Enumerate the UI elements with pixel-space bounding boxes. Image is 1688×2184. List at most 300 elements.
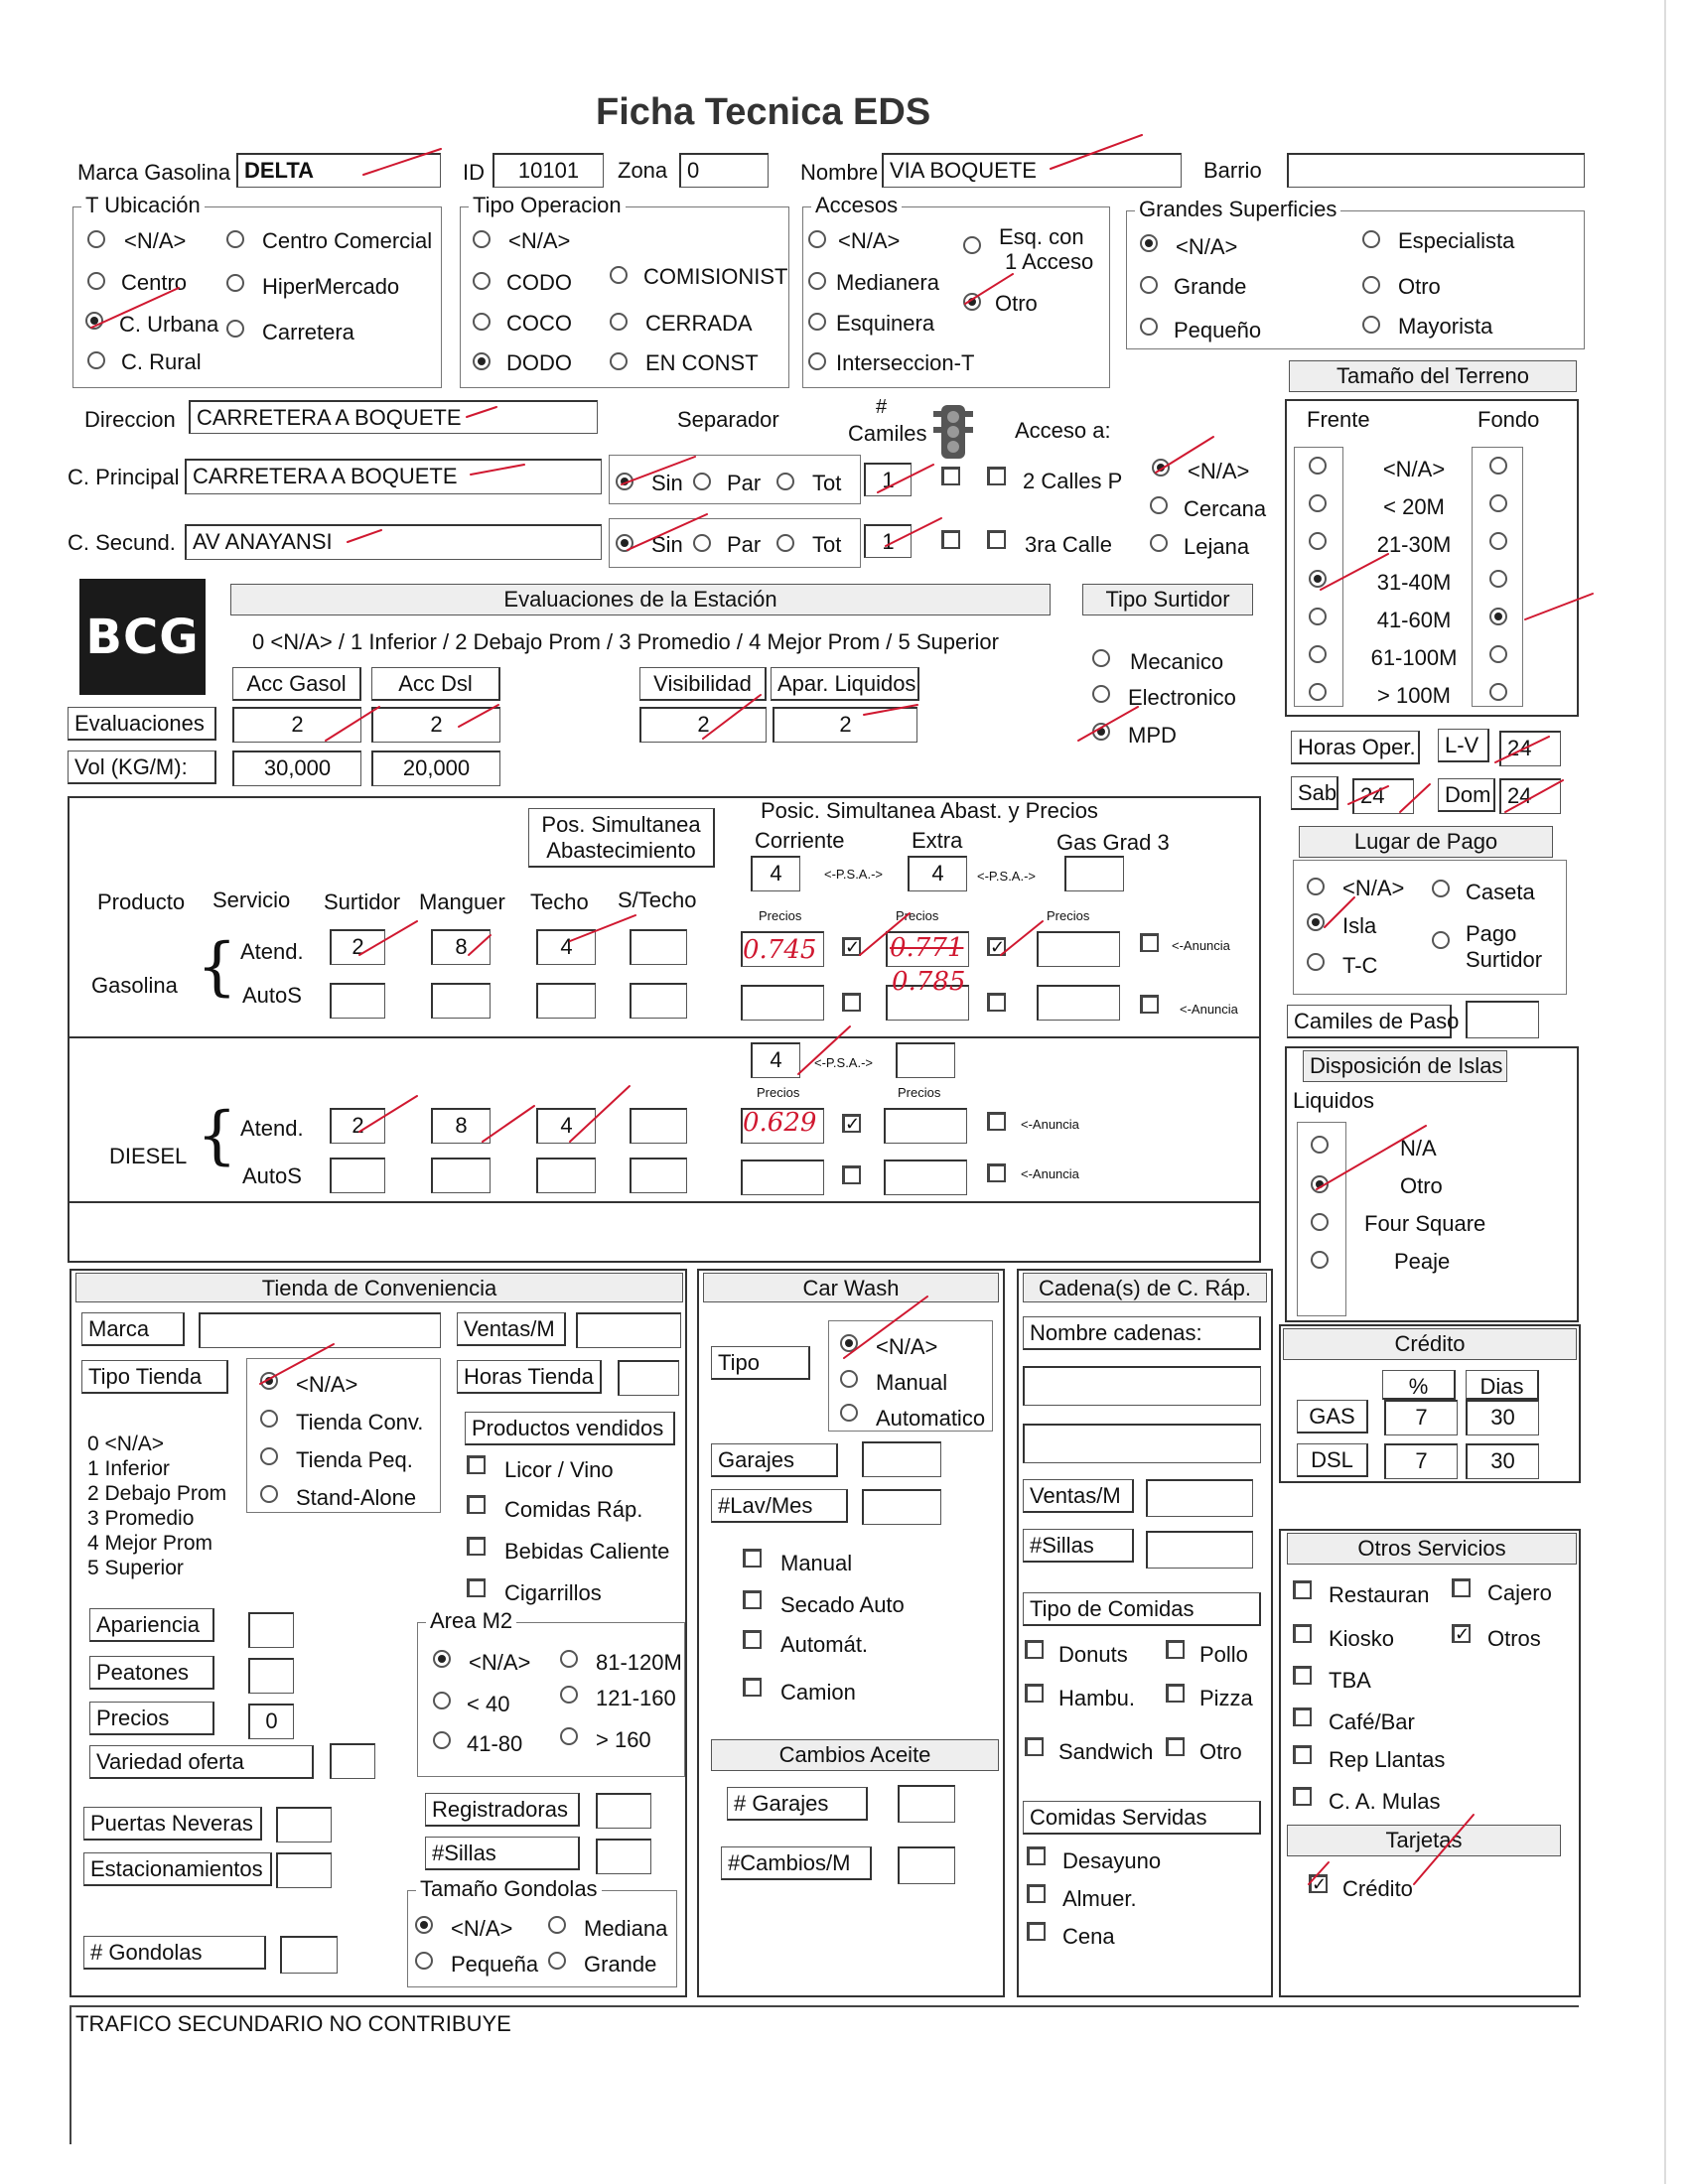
ubic-rural-label: C. Rural: [121, 349, 202, 374]
acc-esquinera-label: Esquinera: [836, 311, 935, 336]
direccion-field[interactable]: CARRETERA A BOQUETE: [189, 400, 598, 434]
radio-secund-par[interactable]: [693, 534, 711, 552]
producto-check-1[interactable]: [467, 1495, 486, 1514]
carwash-check-2[interactable]: [743, 1630, 762, 1649]
radio-sup-especialista[interactable]: [1362, 230, 1380, 248]
radio-gond-pequena[interactable]: [415, 1952, 433, 1970]
comida-check-0[interactable]: [1025, 1640, 1044, 1659]
techo-header: Techo: [530, 889, 589, 914]
radio-fondo-6[interactable]: [1489, 683, 1507, 701]
page-title: Ficha Tecnica EDS: [596, 91, 931, 133]
psa-diesel-field[interactable]: 4: [751, 1042, 800, 1078]
op-comisionist-label: COMISIONIST: [643, 264, 788, 289]
radio-frente-6[interactable]: [1309, 683, 1327, 701]
radio-acc-esq[interactable]: [963, 236, 981, 254]
radio-area-41[interactable]: [433, 1731, 451, 1749]
dsl-atend-stecho[interactable]: [630, 1108, 687, 1144]
pago-title: Lugar de Pago: [1299, 826, 1553, 858]
superficies-title: Grandes Superficies: [1135, 199, 1340, 220]
tienda-ventas-label: Ventas/M: [457, 1312, 566, 1346]
radio-area-81[interactable]: [560, 1650, 578, 1668]
radio-ubic-hiper[interactable]: [226, 274, 244, 292]
radio-pago-surtidor[interactable]: [1432, 931, 1450, 949]
peatones-label: Peatones: [89, 1656, 214, 1690]
comida-check-5[interactable]: [1166, 1737, 1185, 1756]
radio-area-121[interactable]: [560, 1686, 578, 1704]
comida-check-2[interactable]: [1025, 1684, 1044, 1703]
surtidor-header: Surtidor: [324, 889, 401, 914]
gas-autos-anuncia-2[interactable]: [987, 993, 1006, 1012]
cadena-ventas-field[interactable]: [1146, 1479, 1253, 1517]
dsl-autos-anuncia-label: <-Anuncia: [1021, 1166, 1079, 1181]
precios-label-1: Precios: [759, 908, 802, 923]
vol-dsl-field[interactable]: 20,000: [371, 751, 500, 786]
eval-acc-dsl-field[interactable]: 2: [371, 707, 500, 743]
area-title: Area M2: [426, 1610, 516, 1632]
tienda-scale-2: 2 Debajo Prom: [87, 1482, 227, 1505]
eval-visibilidad-field[interactable]: 2: [639, 707, 767, 743]
vol-gasol-field[interactable]: 30,000: [232, 751, 361, 786]
grid-divider-top: [68, 1036, 1261, 1038]
tienda-marca-label: Marca: [81, 1312, 185, 1346]
producto-label-3: Cigarrillos: [504, 1580, 602, 1605]
gas-atend-anuncia-1[interactable]: ✓: [842, 937, 861, 956]
gas-atend-anuncia-3[interactable]: [1140, 933, 1159, 952]
radio-frente-4[interactable]: [1309, 608, 1327, 625]
operacion-title: Tipo Operacion: [469, 195, 626, 216]
principal-par-label: Par: [727, 471, 762, 495]
otros-check-4[interactable]: [1293, 1666, 1312, 1685]
horas-dom-field[interactable]: 24: [1499, 778, 1561, 814]
radio-islas-na[interactable]: [1311, 1136, 1329, 1154]
op-coco-label: COCO: [506, 311, 572, 336]
secund-camiles-check[interactable]: [941, 530, 960, 549]
otros-check-5[interactable]: [1293, 1707, 1312, 1726]
credito-dias-label: Dias: [1466, 1370, 1539, 1400]
radio-principal-tot[interactable]: [776, 473, 794, 490]
radio-ubic-na[interactable]: [87, 230, 105, 248]
dsl-autos-precio[interactable]: [741, 1160, 824, 1195]
registradoras-label: Registradoras: [425, 1793, 580, 1827]
apar-liquidos-label: Apar. Liquidos: [771, 667, 919, 701]
vol-label: Vol (KG/M):: [68, 751, 216, 784]
aceite-garajes-field[interactable]: [898, 1785, 955, 1823]
evaluaciones-title: Evaluaciones de la Estación: [230, 584, 1051, 615]
dsl-autos-precio-2[interactable]: [884, 1160, 967, 1195]
sup-especialista-label: Especialista: [1398, 228, 1515, 253]
gond-grande-label: Grande: [584, 1952, 657, 1977]
cadena-nombre-label: Nombre cadenas:: [1023, 1316, 1261, 1350]
radio-acceso-na[interactable]: [1152, 459, 1170, 477]
ubicacion-title: T Ubicación: [81, 195, 205, 216]
carwash-lavmes-field[interactable]: [862, 1489, 941, 1525]
radio-acc-esquinera[interactable]: [808, 313, 826, 331]
dsl-autos-techo[interactable]: [536, 1158, 596, 1193]
horas-dom-label: Dom: [1438, 778, 1495, 812]
principal-field[interactable]: CARRETERA A BOQUETE: [185, 459, 602, 494]
credito-dsl-label: DSL: [1297, 1443, 1368, 1477]
productos-vendidos-label: Productos vendidos: [465, 1412, 675, 1445]
psa-diesel-2-field[interactable]: [896, 1042, 955, 1078]
radio-gond-grande[interactable]: [548, 1952, 566, 1970]
traffic-light-icon: [933, 403, 973, 461]
principal-2calles-check[interactable]: [987, 467, 1006, 485]
op-cerrada-label: CERRADA: [645, 311, 753, 336]
radio-op-comisionist[interactable]: [610, 266, 628, 284]
dsl-autos-surtidor[interactable]: [330, 1158, 385, 1193]
dsl-atend-precio-2[interactable]: [884, 1108, 967, 1144]
tarjetas-credito-label: Crédito: [1342, 1876, 1413, 1901]
radio-carwash-manual[interactable]: [840, 1370, 858, 1388]
gas-autos-anuncia-3[interactable]: [1140, 995, 1159, 1014]
tienda-na-label: <N/A>: [296, 1372, 358, 1397]
radio-fondo-4[interactable]: [1489, 608, 1507, 625]
radio-ubic-urbana[interactable]: [85, 312, 103, 330]
pago-na-label: <N/A>: [1342, 876, 1405, 900]
radio-area-na[interactable]: [433, 1650, 451, 1668]
psa-gas3-field[interactable]: [1064, 856, 1124, 891]
radio-pago-na[interactable]: [1307, 878, 1325, 895]
radio-fondo-0[interactable]: [1489, 457, 1507, 475]
acc-interseccion-label: Interseccion-T: [836, 350, 975, 375]
comida-check-1[interactable]: [1166, 1640, 1185, 1659]
otros-check-1[interactable]: [1452, 1578, 1471, 1597]
otros-label-7: C. A. Mulas: [1329, 1789, 1441, 1814]
radio-principal-sin[interactable]: [616, 473, 633, 490]
radio-tienda-alone[interactable]: [260, 1485, 278, 1503]
radio-ubic-centro[interactable]: [87, 272, 105, 290]
radio-fondo-5[interactable]: [1489, 645, 1507, 663]
terreno-fondo-label: Fondo: [1477, 407, 1540, 432]
acc-otro-label: Otro: [995, 291, 1038, 316]
gond-na-label: <N/A>: [451, 1916, 513, 1941]
radio-sup-mayorista[interactable]: [1362, 316, 1380, 334]
producto-check-2[interactable]: [467, 1537, 486, 1556]
principal-label: C. Principal: [68, 465, 180, 489]
radio-frente-0[interactable]: [1309, 457, 1327, 475]
servicio-header: Servicio: [212, 887, 291, 912]
radio-sup-grande[interactable]: [1140, 276, 1158, 294]
ubic-hiper-label: HiperMercado: [262, 274, 400, 299]
gas-atend-anuncia-2[interactable]: ✓: [987, 937, 1006, 956]
radio-sup-na[interactable]: [1140, 234, 1158, 252]
variedad-field[interactable]: [330, 1743, 375, 1779]
otros-check-7[interactable]: [1293, 1787, 1312, 1806]
direccion-label: Direccion: [84, 407, 176, 432]
radio-surt-mecanico[interactable]: [1092, 649, 1110, 667]
principal-camiles-check[interactable]: [941, 467, 960, 485]
estac-field[interactable]: [276, 1852, 332, 1888]
tienda-sillas-field[interactable]: [596, 1839, 651, 1874]
horas-lv-label: L-V: [1438, 729, 1489, 762]
principal-tot-label: Tot: [812, 471, 842, 495]
barrio-field[interactable]: [1287, 153, 1585, 188]
radio-ubic-comercial[interactable]: [226, 230, 244, 248]
otros-check-2[interactable]: [1293, 1624, 1312, 1643]
radio-gond-na[interactable]: [415, 1916, 433, 1934]
gasolina-brace: {: [197, 930, 237, 1004]
gas-atend-surtidor[interactable]: 2: [330, 929, 385, 965]
tienda-scale-3: 3 Promedio: [87, 1507, 195, 1530]
variedad-label: Variedad oferta: [89, 1745, 314, 1779]
dsl-autos-stecho[interactable]: [630, 1158, 687, 1193]
radio-secund-sin[interactable]: [616, 534, 633, 552]
credito-gas-pct[interactable]: 7: [1384, 1400, 1458, 1435]
radio-acc-otro[interactable]: [963, 293, 981, 311]
area-81-label: 81-120M: [596, 1650, 682, 1675]
notes-left-border: [70, 2005, 71, 2144]
radio-islas-four[interactable]: [1311, 1213, 1329, 1231]
corriente-label: Corriente: [755, 828, 845, 853]
radio-fondo-1[interactable]: [1489, 494, 1507, 512]
psa-extra-field[interactable]: 4: [908, 856, 967, 891]
cadena-sillas-label: #Sillas: [1023, 1529, 1134, 1563]
comida-check-4[interactable]: [1025, 1737, 1044, 1756]
acceso-lejana-label: Lejana: [1184, 534, 1250, 559]
radio-sup-otro[interactable]: [1362, 276, 1380, 294]
radio-op-cerrada[interactable]: [610, 313, 628, 331]
zona-field[interactable]: 0: [679, 153, 769, 188]
radio-surt-electronico[interactable]: [1092, 685, 1110, 703]
radio-principal-par[interactable]: [693, 473, 711, 490]
camiles-paso-field[interactable]: [1466, 1001, 1539, 1038]
otros-check-3[interactable]: ✓: [1452, 1624, 1471, 1643]
secund-camiles-field[interactable]: 1: [864, 524, 912, 558]
cadena-sillas-field[interactable]: [1146, 1531, 1253, 1569]
gas-autos-precio-gas3[interactable]: [1037, 985, 1120, 1021]
radio-pago-tc[interactable]: [1307, 953, 1325, 971]
producto-check-3[interactable]: [467, 1578, 486, 1597]
carwash-check-1[interactable]: [743, 1590, 762, 1609]
peatones-field[interactable]: [248, 1658, 294, 1694]
extra-label: Extra: [912, 828, 963, 853]
radio-tienda-peq[interactable]: [260, 1447, 278, 1465]
pago-isla-label: Isla: [1342, 913, 1377, 938]
gas-autos-manguer[interactable]: [431, 983, 491, 1019]
psa-corriente-field[interactable]: 4: [751, 856, 800, 891]
radio-op-coco[interactable]: [473, 313, 491, 331]
radio-pago-caseta[interactable]: [1432, 880, 1450, 897]
acc-gasol-label: Acc Gasol: [232, 667, 361, 701]
radio-secund-tot[interactable]: [776, 534, 794, 552]
producto-check-0[interactable]: [467, 1455, 486, 1474]
radio-carwash-auto[interactable]: [840, 1404, 858, 1422]
radio-carwash-na[interactable]: [840, 1334, 858, 1352]
dsl-atend-techo[interactable]: 4: [536, 1108, 596, 1144]
comida-check-3[interactable]: [1166, 1684, 1185, 1703]
tienda-peq-label: Tienda Peq.: [296, 1447, 413, 1472]
otros-check-6[interactable]: [1293, 1745, 1312, 1764]
secund-field[interactable]: AV ANAYANSI: [185, 524, 602, 560]
eval-apar-field[interactable]: 2: [773, 707, 917, 743]
tienda-horas-field[interactable]: [618, 1360, 679, 1396]
carwash-lavmes-label: #Lav/Mes: [711, 1489, 848, 1523]
radio-acceso-lejana[interactable]: [1150, 534, 1168, 552]
radio-frente-3[interactable]: [1309, 570, 1327, 588]
dsl-atend-anuncia-2[interactable]: [987, 1112, 1006, 1131]
cadena-nombre-field-2[interactable]: [1023, 1424, 1261, 1463]
aceite-cambios-label: #Cambios/M: [721, 1846, 872, 1880]
credito-dsl-pct[interactable]: 7: [1384, 1443, 1458, 1479]
tienda-ventas-field[interactable]: [576, 1312, 681, 1348]
grid-divider-bottom: [68, 1201, 1261, 1203]
eval-acc-gasol-field[interactable]: 2: [232, 707, 361, 743]
secund-par-label: Par: [727, 532, 762, 557]
gas-autos-surtidor[interactable]: [330, 983, 385, 1019]
ubic-comercial-label: Centro Comercial: [262, 228, 433, 253]
dsl-atend-surtidor[interactable]: 2: [330, 1108, 385, 1144]
radio-op-dodo[interactable]: [473, 352, 491, 370]
gond-pequena-label: Pequeña: [451, 1952, 539, 1977]
tienda-scale-0: 0 <N/A>: [87, 1433, 165, 1455]
radio-frente-1[interactable]: [1309, 494, 1327, 512]
zona-label: Zona: [618, 158, 668, 183]
radio-gond-mediana[interactable]: [548, 1916, 566, 1934]
acceso-a-label: Acceso a:: [1015, 418, 1111, 443]
radio-fondo-3[interactable]: [1489, 570, 1507, 588]
gas-autos-techo[interactable]: [536, 983, 596, 1019]
islas-peaje-label: Peaje: [1394, 1249, 1451, 1274]
radio-acc-medianera[interactable]: [808, 272, 826, 290]
radio-pago-isla[interactable]: [1307, 913, 1325, 931]
credito-dsl-dias[interactable]: 30: [1466, 1443, 1539, 1479]
tarjetas-title: Tarjetas: [1287, 1825, 1561, 1856]
apariencia-field[interactable]: [248, 1612, 294, 1648]
aceite-garajes-label: # Garajes: [727, 1787, 868, 1821]
carwash-check-0[interactable]: [743, 1549, 762, 1568]
radio-islas-otro[interactable]: [1311, 1175, 1329, 1193]
radio-tienda-na[interactable]: [260, 1372, 278, 1390]
puertas-field[interactable]: [276, 1807, 332, 1843]
radio-op-enconst[interactable]: [610, 352, 628, 370]
secund-3racalle-check[interactable]: [987, 530, 1006, 549]
servida-label-0: Desayuno: [1062, 1848, 1162, 1873]
carwash-garajes-field[interactable]: [862, 1441, 941, 1477]
tienda-marca-field[interactable]: [199, 1312, 441, 1348]
islas-liquidos-label: Liquidos: [1293, 1088, 1374, 1113]
sup-pequeno-label: Pequeño: [1174, 318, 1262, 342]
gondolas-label: # Gondolas: [83, 1936, 266, 1970]
radio-acceso-cercana[interactable]: [1150, 496, 1168, 514]
radio-surt-mpd[interactable]: [1092, 723, 1110, 741]
credito-gas-dias[interactable]: 30: [1466, 1400, 1539, 1435]
dsl-atend-anuncia-1[interactable]: ✓: [842, 1114, 861, 1133]
radio-acc-interseccion[interactable]: [808, 352, 826, 370]
tipo-comidas-label: Tipo de Comidas: [1023, 1592, 1261, 1626]
radio-fondo-2[interactable]: [1489, 532, 1507, 550]
registradoras-field[interactable]: [596, 1793, 651, 1829]
pago-surtidor-label: Surtidor: [1466, 947, 1543, 972]
handwritten-price-extra: 0.785: [892, 967, 966, 997]
horas-sab-field[interactable]: 24: [1352, 778, 1414, 814]
dsl-autos-manguer[interactable]: [431, 1158, 491, 1193]
gas-atend-precio-gas3[interactable]: [1037, 931, 1120, 967]
comidas-servidas-label: Comidas Servidas: [1023, 1801, 1261, 1835]
gas-atend-techo[interactable]: 4: [536, 929, 596, 965]
carwash-garajes-label: Garajes: [711, 1443, 838, 1477]
marca-field[interactable]: DELTA: [236, 153, 441, 188]
horas-lv-field[interactable]: 24: [1499, 731, 1561, 766]
gas-atend-manguer[interactable]: 8: [431, 929, 491, 965]
area-160-label: > 160: [596, 1727, 651, 1752]
camiles-label: Camiles: [848, 421, 927, 446]
principal-camiles-field[interactable]: 1: [864, 463, 912, 496]
radio-sup-pequeno[interactable]: [1140, 318, 1158, 336]
op-na-label: <N/A>: [508, 228, 571, 253]
carwash-manual-label: Manual: [876, 1370, 948, 1395]
servida-check-0[interactable]: [1027, 1846, 1046, 1865]
servida-check-2[interactable]: [1027, 1922, 1046, 1941]
nombre-field[interactable]: VIA BOQUETE: [882, 153, 1182, 188]
servida-check-1[interactable]: [1027, 1884, 1046, 1903]
gas-atend-stecho[interactable]: [630, 929, 687, 965]
aceite-cambios-field[interactable]: [898, 1846, 955, 1884]
radio-op-na[interactable]: [473, 230, 491, 248]
dsl-atend-anuncia-label: <-Anuncia: [1021, 1117, 1079, 1132]
barrio-label: Barrio: [1203, 158, 1262, 183]
tarjetas-credito-check[interactable]: ✓: [1309, 1874, 1328, 1893]
gas-autos-stecho[interactable]: [630, 983, 687, 1019]
radio-op-codo[interactable]: [473, 272, 491, 290]
pago-caseta-label: Caseta: [1466, 880, 1535, 904]
precios-label-5: Precios: [898, 1085, 941, 1100]
precios-label-4: Precios: [757, 1085, 800, 1100]
carwash-check-label-3: Camion: [780, 1680, 856, 1705]
handwritten-price-corriente: 0.745: [743, 935, 817, 965]
puertas-label: Puertas Neveras: [83, 1807, 262, 1841]
dsl-autos-anuncia-1[interactable]: [842, 1165, 861, 1184]
tienda-precios-label: Precios: [89, 1702, 214, 1735]
radio-islas-peaje[interactable]: [1311, 1251, 1329, 1269]
radio-area-40[interactable]: [433, 1692, 451, 1709]
gondola-title: Tamaño Gondolas: [416, 1878, 602, 1900]
gas-autos-precio-corriente[interactable]: [741, 985, 824, 1021]
op-dodo-label: DODO: [506, 350, 572, 375]
secund-label: C. Secund.: [68, 530, 176, 555]
area-na-label: <N/A>: [469, 1650, 531, 1675]
cadena-nombre-field-1[interactable]: [1023, 1366, 1261, 1406]
gas-autos-label: AutoS: [242, 983, 302, 1008]
radio-ubic-rural[interactable]: [87, 351, 105, 369]
tienda-precios-field[interactable]: 0: [248, 1704, 294, 1739]
gas-autos-anuncia-1[interactable]: [842, 993, 861, 1012]
terreno-title: Tamaño del Terreno: [1289, 360, 1577, 392]
handwritten-price-diesel: 0.629: [743, 1108, 817, 1138]
tienda-tipo-label: Tipo Tienda: [81, 1360, 228, 1394]
sup-grande-label: Grande: [1174, 274, 1247, 299]
id-field[interactable]: 10101: [492, 153, 604, 188]
radio-ubic-carretera[interactable]: [226, 320, 244, 338]
gondolas-field[interactable]: [280, 1936, 338, 1974]
dsl-autos-anuncia-2[interactable]: [987, 1163, 1006, 1182]
accesos-title: Accesos: [811, 195, 902, 216]
otros-title: Otros Servicios: [1287, 1533, 1577, 1565]
otros-label-1: Cajero: [1487, 1580, 1552, 1605]
otros-check-0[interactable]: [1293, 1580, 1312, 1599]
credito-gas-label: GAS: [1297, 1400, 1368, 1433]
radio-area-160[interactable]: [560, 1727, 578, 1745]
notes-field[interactable]: TRAFICO SECUNDARIO NO CONTRIBUYE: [75, 2011, 511, 2036]
op-enconst-label: EN CONST: [645, 350, 759, 375]
radio-frente-2[interactable]: [1309, 532, 1327, 550]
radio-frente-5[interactable]: [1309, 645, 1327, 663]
radio-tienda-conv[interactable]: [260, 1410, 278, 1428]
dsl-atend-manguer[interactable]: 8: [431, 1108, 491, 1144]
carwash-check-3[interactable]: [743, 1678, 762, 1697]
secund-sin-label: Sin: [651, 532, 683, 557]
gond-mediana-label: Mediana: [584, 1916, 668, 1941]
radio-acc-na[interactable]: [808, 230, 826, 248]
